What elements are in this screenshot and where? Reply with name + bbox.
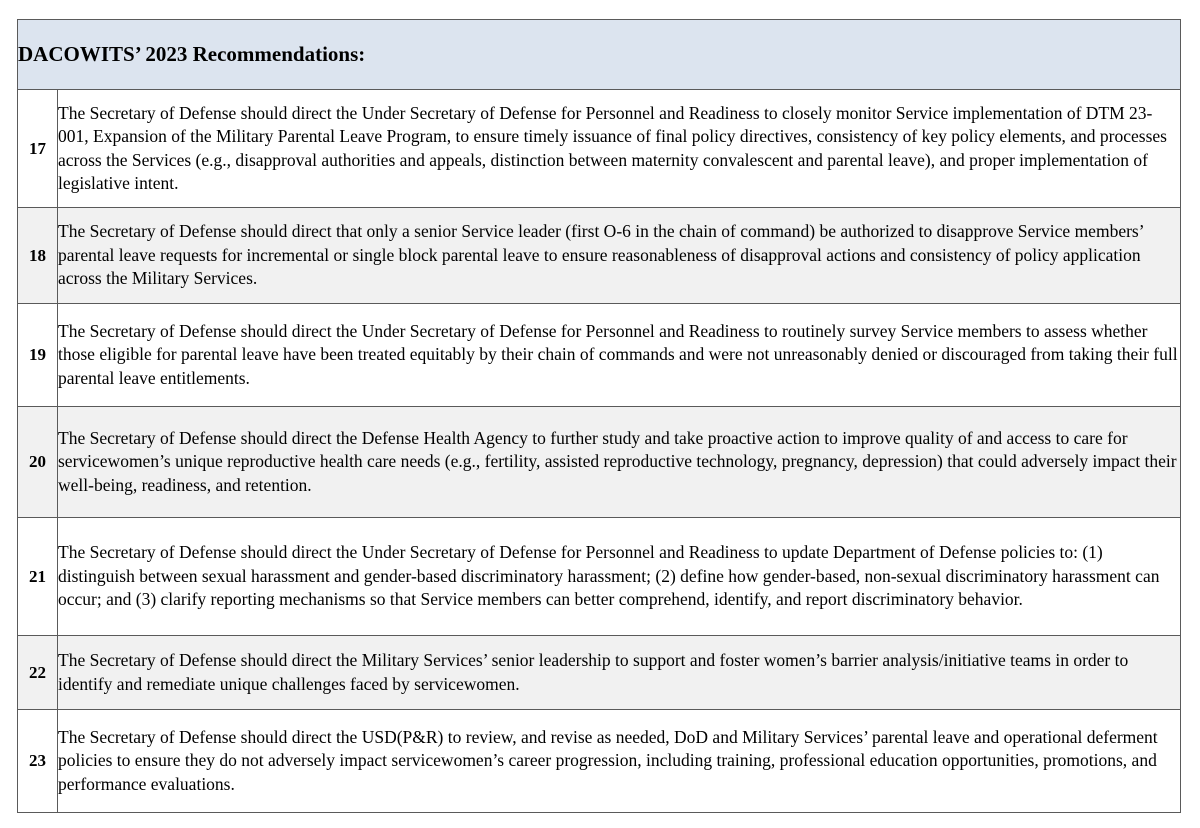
table-row-21	[18, 518, 1181, 636]
recommendation-number: 22	[18, 636, 58, 710]
recommendation-number: 18	[18, 208, 58, 304]
recommendation-number: 19	[18, 304, 58, 407]
recommendation-text: The Secretary of Defense should direct the Under Secretary of Defense for Personnel and Readiness to closely monitor Service implementation of DTM 23-001, Expansion of the Military Parental Leave Program, to ensure timely issuance of final policy directives, consistency of key policy elements, and processes across the Services (e.g., disapproval authorities and appeals, distinction between maternity convalescent and parental leave), and proper implementation of legislative intent.	[58, 90, 1181, 208]
recommendation-number: 20	[18, 407, 58, 518]
recommendation-number: 21	[18, 518, 58, 636]
recommendation-text: The Secretary of Defense should direct the Under Secretary of Defense for Personnel and Readiness to routinely survey Service members to assess whether those eligible for parental leave have been treated equitably by their chain of commands and were not unreasonably denied or discouraged from taking their full parental leave entitlements.	[58, 304, 1181, 407]
table-row-20	[18, 407, 1181, 518]
table-row-17	[18, 90, 1181, 208]
table-header-row	[18, 20, 1181, 90]
recommendation-text: The Secretary of Defense should direct the Defense Health Agency to further study and take proactive action to improve quality of and access to care for servicewomen’s unique reproductive health care needs (e.g., fertility, assisted reproductive technology, pregnancy, depression) that could adversely impact their well-being, readiness, and retention.	[58, 407, 1181, 518]
recommendation-text: The Secretary of Defense should direct that only a senior Service leader (first O-6 in the chain of command) be authorized to disapprove Service members’ parental leave requests for incremental or single block parental leave to ensure reasonableness of disapproval actions and consistency of policy application across the Military Services.	[58, 208, 1181, 304]
recommendation-text: The Secretary of Defense should direct the Military Services’ senior leadership to support and foster women’s barrier analysis/initiative teams in order to identify and remediate unique challenges faced by servicewomen.	[58, 636, 1181, 710]
table-row-18	[18, 208, 1181, 304]
recommendation-number: 23	[18, 710, 58, 813]
table-title: DACOWITS’ 2023 Recommendations:	[18, 20, 1181, 90]
table-row-22	[18, 636, 1181, 710]
table-row-23	[18, 710, 1181, 813]
recommendation-number: 17	[18, 90, 58, 208]
table-row-19	[18, 304, 1181, 407]
recommendations-table	[17, 19, 1181, 813]
recommendation-text: The Secretary of Defense should direct the USD(P&R) to review, and revise as needed, DoD and Military Services’ parental leave and operational deferment policies to ensure they do not adversely impact servicewomen’s career progression, including training, professional education opportunities, promotions, and performance evaluations.	[58, 710, 1181, 813]
recommendation-text: The Secretary of Defense should direct the Under Secretary of Defense for Personnel and Readiness to update Department of Defense policies to: (1) distinguish between sexual harassment and gender-based discriminatory harassment; (2) define how gender-based, non-sexual discriminatory harassment can occur; and (3) clarify reporting mechanisms so that Service members can better comprehend, identify, and report discriminatory behavior.	[58, 518, 1181, 636]
